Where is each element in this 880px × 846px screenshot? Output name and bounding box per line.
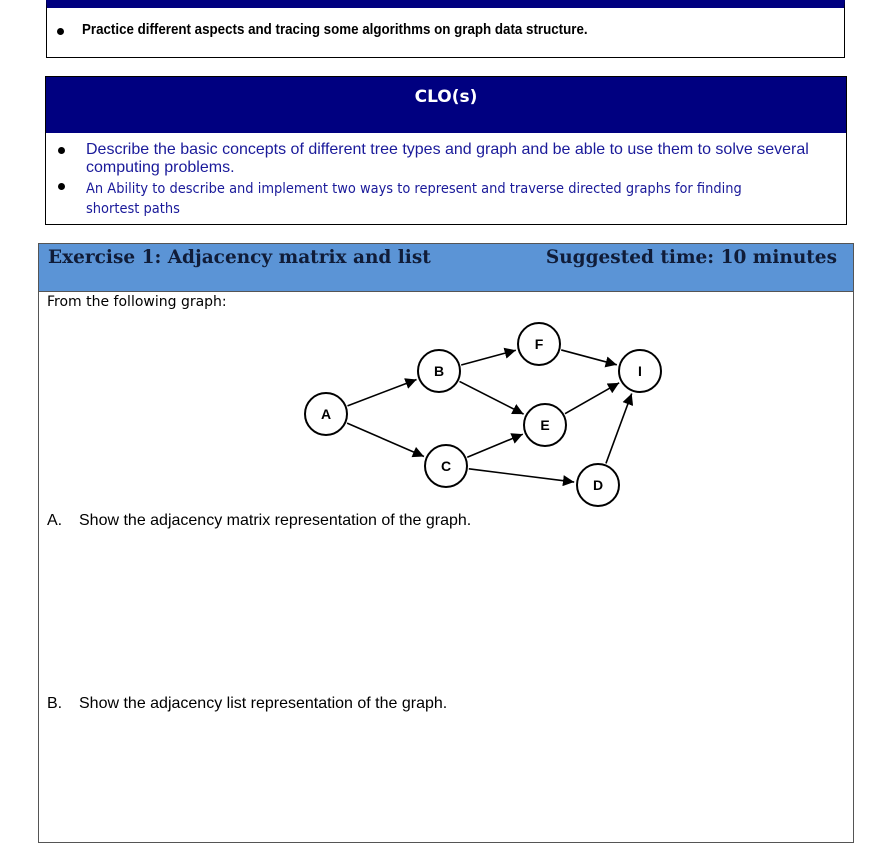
- clo-header: CLO(s): [46, 77, 846, 133]
- edge-e-i: [565, 383, 619, 414]
- edge-c-e: [467, 434, 523, 457]
- bullet-icon: [58, 147, 65, 154]
- node-label: I: [638, 363, 642, 379]
- exercise-intro: From the following graph:: [47, 294, 227, 310]
- question-letter: A.: [47, 512, 63, 529]
- question-a: [47, 512, 471, 530]
- edge-d-i: [606, 394, 632, 464]
- edge-f-i: [561, 350, 617, 365]
- clo-list: [58, 141, 838, 219]
- node-f: [518, 323, 560, 365]
- edge-b-e: [459, 381, 523, 414]
- node-a: [305, 393, 347, 435]
- clo-item-text: Describe the basic concepts of different tree types and graph and be able to use them to solve several computing problems.: [86, 141, 809, 176]
- node-label: C: [440, 458, 452, 474]
- question-text: Show the adjacency list representation of the graph.: [79, 695, 448, 712]
- node-b: [418, 350, 460, 392]
- suggested-time: Suggested time: 10 minutes: [545, 247, 837, 268]
- node-label: B: [433, 363, 445, 379]
- node-i: [619, 350, 661, 392]
- node-label: E: [540, 417, 550, 433]
- node-label: F: [534, 336, 544, 352]
- clo-box: [45, 76, 847, 225]
- question-letter: B.: [47, 695, 63, 712]
- edge-a-b: [347, 380, 416, 406]
- bullet-icon: [57, 28, 64, 35]
- node-e: [524, 404, 566, 446]
- edge-c-d: [469, 469, 574, 482]
- exercise-title: Exercise 1: Adjacency matrix and list: [48, 247, 431, 268]
- node-c: [425, 445, 467, 487]
- edge-a-c: [347, 423, 424, 456]
- bullet-icon: [58, 183, 65, 190]
- clo-item-text: An Ability to describe and implement two ways to represent and traverse directed graphs for finding shortest paths: [86, 181, 742, 217]
- objective-item: [57, 22, 632, 38]
- node-label: A: [320, 406, 332, 422]
- node-d: [577, 464, 619, 506]
- node-label: D: [592, 477, 604, 493]
- graph-diagram: [39, 244, 853, 544]
- clo-item: [58, 141, 838, 177]
- edge-b-f: [461, 350, 516, 365]
- clo-item: [58, 177, 838, 219]
- question-text: Show the adjacency matrix representation of the graph.: [79, 512, 472, 529]
- objective-text: Practice different aspects and tracing some algorithms on graph data structure.: [82, 22, 588, 38]
- question-b: [47, 695, 447, 713]
- objective-box: [46, 0, 845, 58]
- exercise-box: [38, 243, 854, 843]
